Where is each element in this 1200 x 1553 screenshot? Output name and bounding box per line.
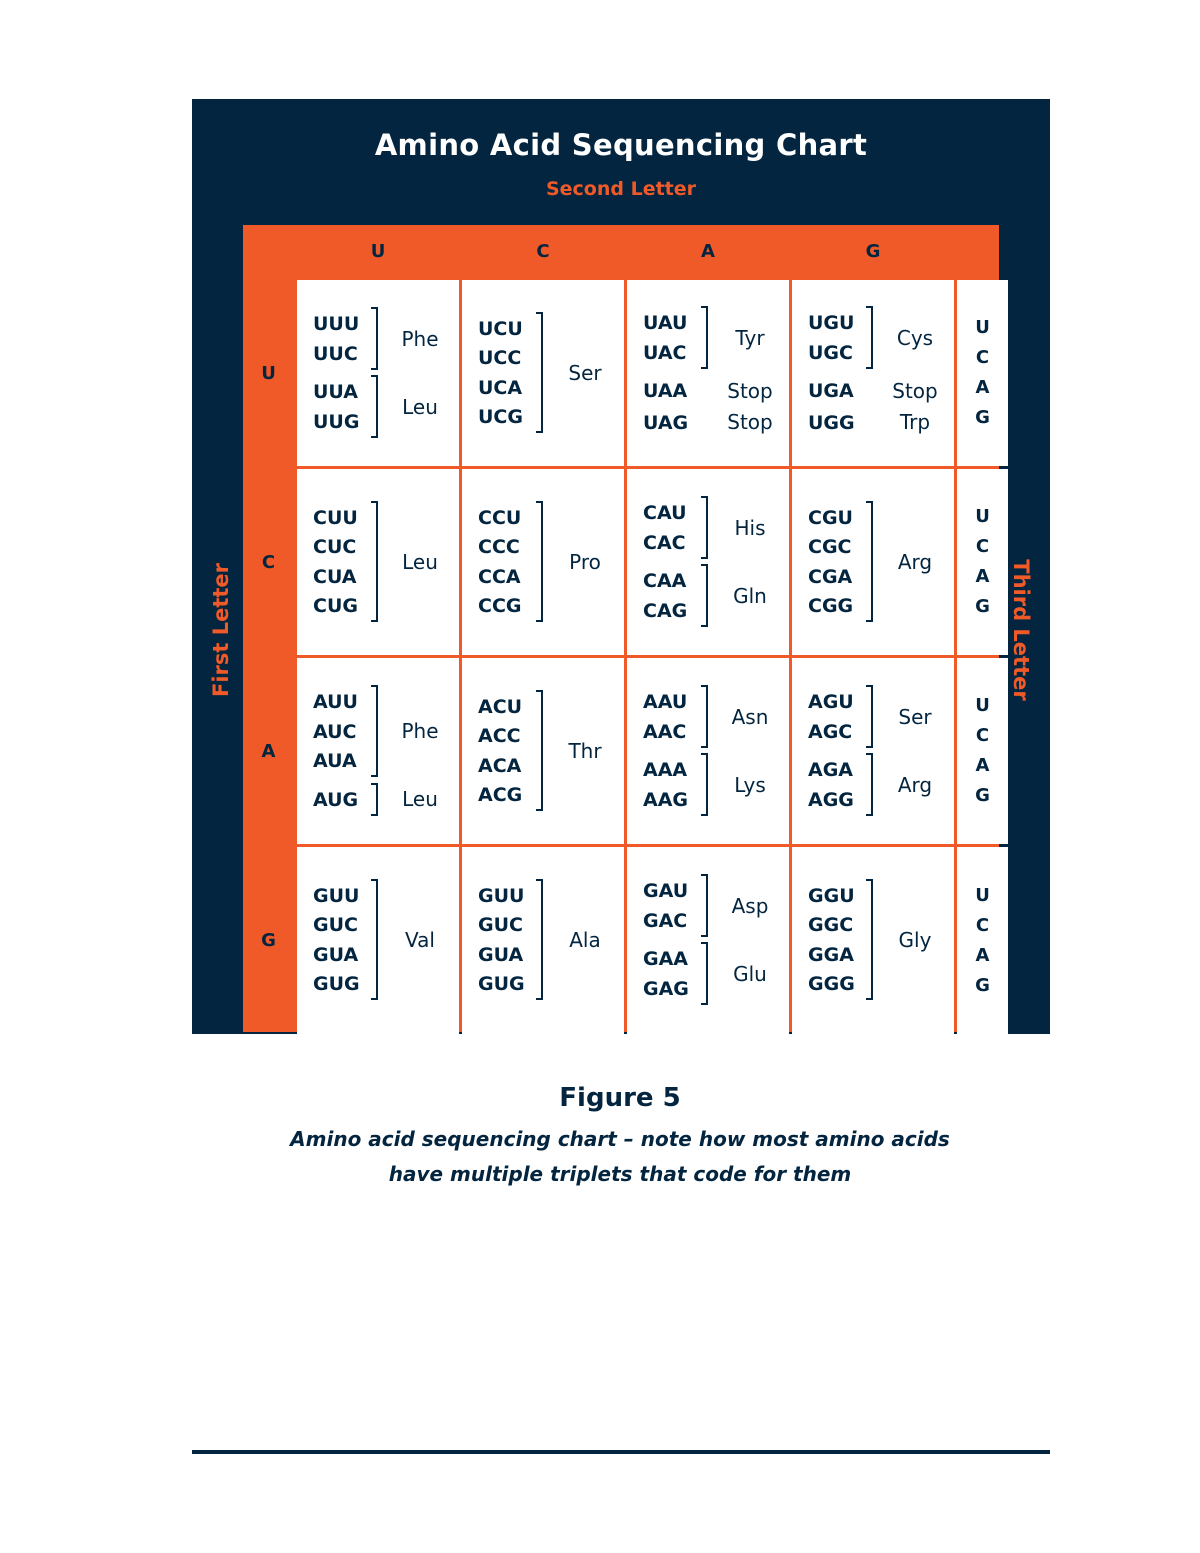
codon: ACA [478,754,522,777]
codon: UGC [808,341,853,364]
codon-cell [462,847,624,1034]
codon: AGA [808,759,854,782]
codon: GAC [643,909,688,932]
amino-acid-label: Leu [402,787,438,812]
corner-cell [243,225,294,277]
codon-group-bracket [701,496,708,559]
third-letter-c: C [975,536,990,557]
amino-acid-label: Asp [731,893,769,918]
codon: GUA [313,943,359,966]
first-letter-c: C [261,551,276,573]
codon: UAC [643,341,687,364]
third-letter-column [957,469,1008,655]
codon: GUA [478,943,524,966]
third-letter-column [957,658,1008,844]
codon-group-bracket [866,306,873,369]
amino-acid-label: Leu [402,549,438,574]
codon: UUA [313,381,358,404]
second-letter-header-c: C [536,240,550,262]
codon: AUG [313,788,359,811]
codon-group-bracket [701,942,708,1005]
codon-cell [297,280,459,466]
amino-acid-label: His [734,515,766,540]
figure-label: Figure 5 [559,1083,681,1113]
codon-group-bracket [866,879,873,1001]
codon: UUU [313,313,360,336]
codon: GGA [808,943,854,966]
amino-acid-label: Asn [731,704,769,729]
codon-group-bracket [536,690,543,812]
codon-cell [297,658,459,844]
codon: ACC [478,725,521,748]
codon: AGG [808,788,854,811]
third-letter-g: G [975,596,990,617]
codon: UGG [808,411,855,434]
codon: UUC [313,342,358,365]
codon: GGU [808,884,855,907]
amino-acid-label: Pro [569,549,601,574]
codon-group-bracket [701,685,708,748]
amino-acid-label: Glu [733,961,767,986]
third-letter-a: A [975,566,990,587]
third-letter-a: A [975,377,990,398]
third-letter-c: C [975,347,990,368]
codon: CCC [478,536,520,559]
codon: AUU [313,691,358,714]
second-letter-header-a: A [701,240,715,262]
codon-group-bracket [371,375,378,438]
codon: UGA [808,380,854,403]
codon: GUU [478,884,525,907]
codon: ACG [478,784,523,807]
codon-cell [627,280,789,466]
third-letter-g: G [975,974,990,996]
codon-group-bracket [701,753,708,816]
codon: UCG [478,406,523,429]
codon-cell [462,280,624,466]
codon: AAA [643,759,688,782]
codon-cell [297,847,459,1034]
codon-cell [297,469,459,655]
third-letter-column [957,280,1008,466]
amino-acid-label: Arg [897,772,933,797]
codon-group-bracket [536,312,543,434]
chart-title: Amino Acid Sequencing Chart [374,128,868,162]
codon-cell [792,469,954,655]
codon: UCC [478,347,522,370]
codon-group-bracket [536,501,543,623]
codon: AUC [313,720,357,743]
codon: UGU [808,312,855,335]
codon: CCA [478,565,521,588]
amino-acid-label: Leu [402,394,438,419]
codon-group-bracket [371,307,378,370]
codon: GUC [313,914,358,937]
first-letter-label: First Letter [209,562,233,698]
third-letter-u: U [975,884,990,906]
codon: AGC [808,720,853,743]
third-letter-g: G [975,785,990,806]
amino-acid-label: Cys [896,325,934,350]
codon: CUC [313,536,357,559]
caption-line: Amino acid sequencing chart – note how most amino acids [290,1127,950,1151]
amino-acid-label: Stop [892,378,938,403]
first-letter-u: U [261,362,276,384]
codon-cell [627,847,789,1034]
codon-group-bracket [371,685,378,777]
codon: CGU [808,506,853,529]
codon: CGC [808,536,852,559]
codon: GUU [313,884,360,907]
second-letter-header-g: G [865,240,881,262]
codon: GAG [643,977,689,1000]
amino-acid-label: Lys [734,772,766,797]
amino-acid-label: Gln [733,583,767,608]
codon: CAA [643,570,687,593]
corner-cell-right [957,225,1008,277]
codon: UCA [478,376,523,399]
second-letter-header-u: U [370,240,386,262]
codon: UAA [643,380,688,403]
third-letter-a: A [975,944,990,966]
codon: CUU [313,506,358,529]
codon-group-bracket [701,874,708,937]
codon: ACU [478,695,523,718]
codon: CAU [643,502,687,525]
third-letter-u: U [975,695,990,716]
amino-acid-label: Gly [898,927,932,952]
codon-table [243,225,999,1032]
amino-acid-label: Arg [897,549,933,574]
second-letter-label: Second Letter [545,178,697,200]
codon: UAU [643,312,688,335]
codon: AAU [643,691,688,714]
codon: AAG [643,788,689,811]
first-letter-g: G [261,930,276,951]
codon: UUG [313,410,360,433]
codon: CGG [808,595,854,618]
codon: UCU [478,317,523,340]
codon: CGA [808,565,853,588]
codon: UAG [643,411,689,434]
third-letter-label: Third Letter [1009,559,1033,701]
codon-group-bracket [866,685,873,748]
figure-caption [270,1122,970,1192]
amino-acid-label: Tyr [735,325,765,350]
amino-acid-label: Val [405,927,435,952]
codon: GAA [643,948,689,971]
codon: CAC [643,531,686,554]
caption-line: have multiple triplets that code for them [388,1162,852,1186]
codon: AGU [808,691,854,714]
codon: CCG [478,595,522,618]
codon: CCU [478,506,522,529]
third-letter-g: G [975,407,990,428]
amino-acid-label: Thr [568,738,602,763]
codon-cell [792,658,954,844]
codon-group-bracket [866,501,873,623]
codon: CUG [313,595,358,618]
codon: GGC [808,914,854,937]
amino-acid-label: Ser [898,704,932,729]
codon-cell [627,658,789,844]
codon-group-bracket [701,564,708,627]
codon-group-bracket [866,753,873,816]
third-letter-a: A [975,755,990,776]
codon: GUG [478,973,525,996]
codon: AUA [313,750,357,773]
third-letter-column [957,847,1008,1034]
third-letter-c: C [975,725,990,746]
amino-acid-label: Phe [401,719,439,744]
amino-acid-label: Trp [899,410,931,435]
codon-cell [462,658,624,844]
codon-group-bracket [701,306,708,369]
codon: AAC [643,720,687,743]
codon: GUC [478,914,523,937]
codon: GGG [808,973,855,996]
amino-acid-label: Stop [727,410,773,435]
footer-rule [192,1450,1050,1454]
codon: GAU [643,880,689,903]
codon-cell [462,469,624,655]
third-letter-u: U [975,317,990,338]
codon-cell [627,469,789,655]
codon-group-bracket [371,501,378,623]
codon-group-bracket [536,879,543,1001]
codon-group-bracket [371,879,378,1001]
amino-acid-label: Stop [727,378,773,403]
codon-cell [792,280,954,466]
amino-acid-label: Ala [569,927,601,952]
codon: GUG [313,973,360,996]
amino-acid-label: Phe [401,326,439,351]
third-letter-c: C [975,914,990,936]
third-letter-u: U [975,506,990,527]
amino-acid-label: Ser [568,360,602,385]
first-letter-a: A [261,740,276,762]
codon-cell [792,847,954,1034]
codon: CAG [643,599,688,622]
codon: CUA [313,565,357,588]
codon-group-bracket [371,783,378,816]
